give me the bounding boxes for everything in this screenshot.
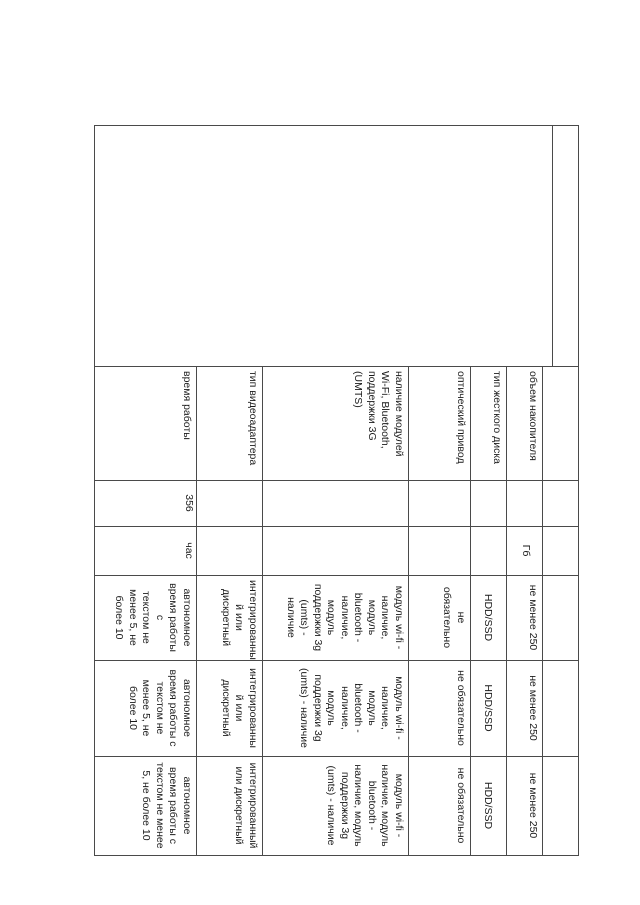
table-cell-spec: не обязательно — [455, 767, 467, 844]
table-cell-unit — [263, 526, 409, 575]
table-cell-unit — [409, 526, 471, 575]
table-cell-spec: не менее 250 — [527, 584, 539, 651]
table-cell-spec: автономное время работы с текстом не менее 5, не более 10 — [127, 669, 193, 747]
table-cell-parameter: объем накопителя — [527, 371, 539, 461]
table-cell-parameter: наличие модулей Wi-Fi, Bluetooth, поддержки 3G (UMTS) — [352, 371, 405, 457]
table-cell-unit — [471, 526, 507, 575]
table-cell-parameter: оптический привод — [455, 371, 467, 464]
table-cell-spec: модуль wi-fi - наличие, модуль bluetooth - наличие, модуль поддержки 3g (umts) - наличие — [285, 583, 405, 652]
table-cell-value — [409, 480, 471, 526]
table-cell-spec: не менее 250 — [527, 772, 539, 839]
table-cell-spec: интегрированны й или дискретный — [220, 580, 259, 660]
table-row-divider — [552, 125, 553, 366]
table-cell-unit — [197, 526, 263, 575]
table-cell-spec: автономное время работы с текстом не менее 5, не более 10 — [113, 583, 193, 652]
table-cell-spec: HDD/SSD — [482, 684, 494, 732]
table-cell-spec: автономное время работы с текстом не менее 5, не более 10 — [140, 762, 193, 849]
table-cell-spec: не обязательно — [455, 670, 467, 746]
table-cell-unit: Гб — [520, 544, 532, 557]
table-cell-value — [507, 480, 543, 526]
table-cell-spec: интегрированный или дискретный — [233, 762, 259, 849]
table-cell-spec: модуль wi-fi - наличие, модуль bluetooth - наличие, модуль поддержки 3g (umts) - наличие — [298, 668, 405, 748]
table-cell-value — [263, 480, 409, 526]
table-border-top — [578, 125, 579, 856]
specification-table — [94, 125, 579, 856]
table-cell-parameter: тип жесткого диска — [491, 371, 503, 465]
table-cell-parameter: тип видеоадаптера — [247, 371, 259, 466]
table-cell-value — [471, 480, 507, 526]
table-cell-spec: не менее 250 — [527, 675, 539, 741]
table-cell-value: 356 — [183, 494, 195, 512]
table-cell-parameter: время работы — [181, 371, 193, 440]
table-cell-spec: модуль wi-fi - наличие, модуль bluetooth - наличие, модуль поддержки 3g (umts) - наличие — [325, 764, 405, 847]
table-cell-value — [197, 480, 263, 526]
table-cell-unit: час — [183, 542, 195, 559]
table-cell-spec: HDD/SSD — [482, 593, 494, 642]
table-cell-spec: HDD/SSD — [482, 781, 494, 830]
table-border-left — [94, 125, 579, 126]
table-cell-spec: не обязательно — [441, 586, 467, 649]
table-cell-spec: интегрированны й или дискретный — [220, 668, 259, 748]
